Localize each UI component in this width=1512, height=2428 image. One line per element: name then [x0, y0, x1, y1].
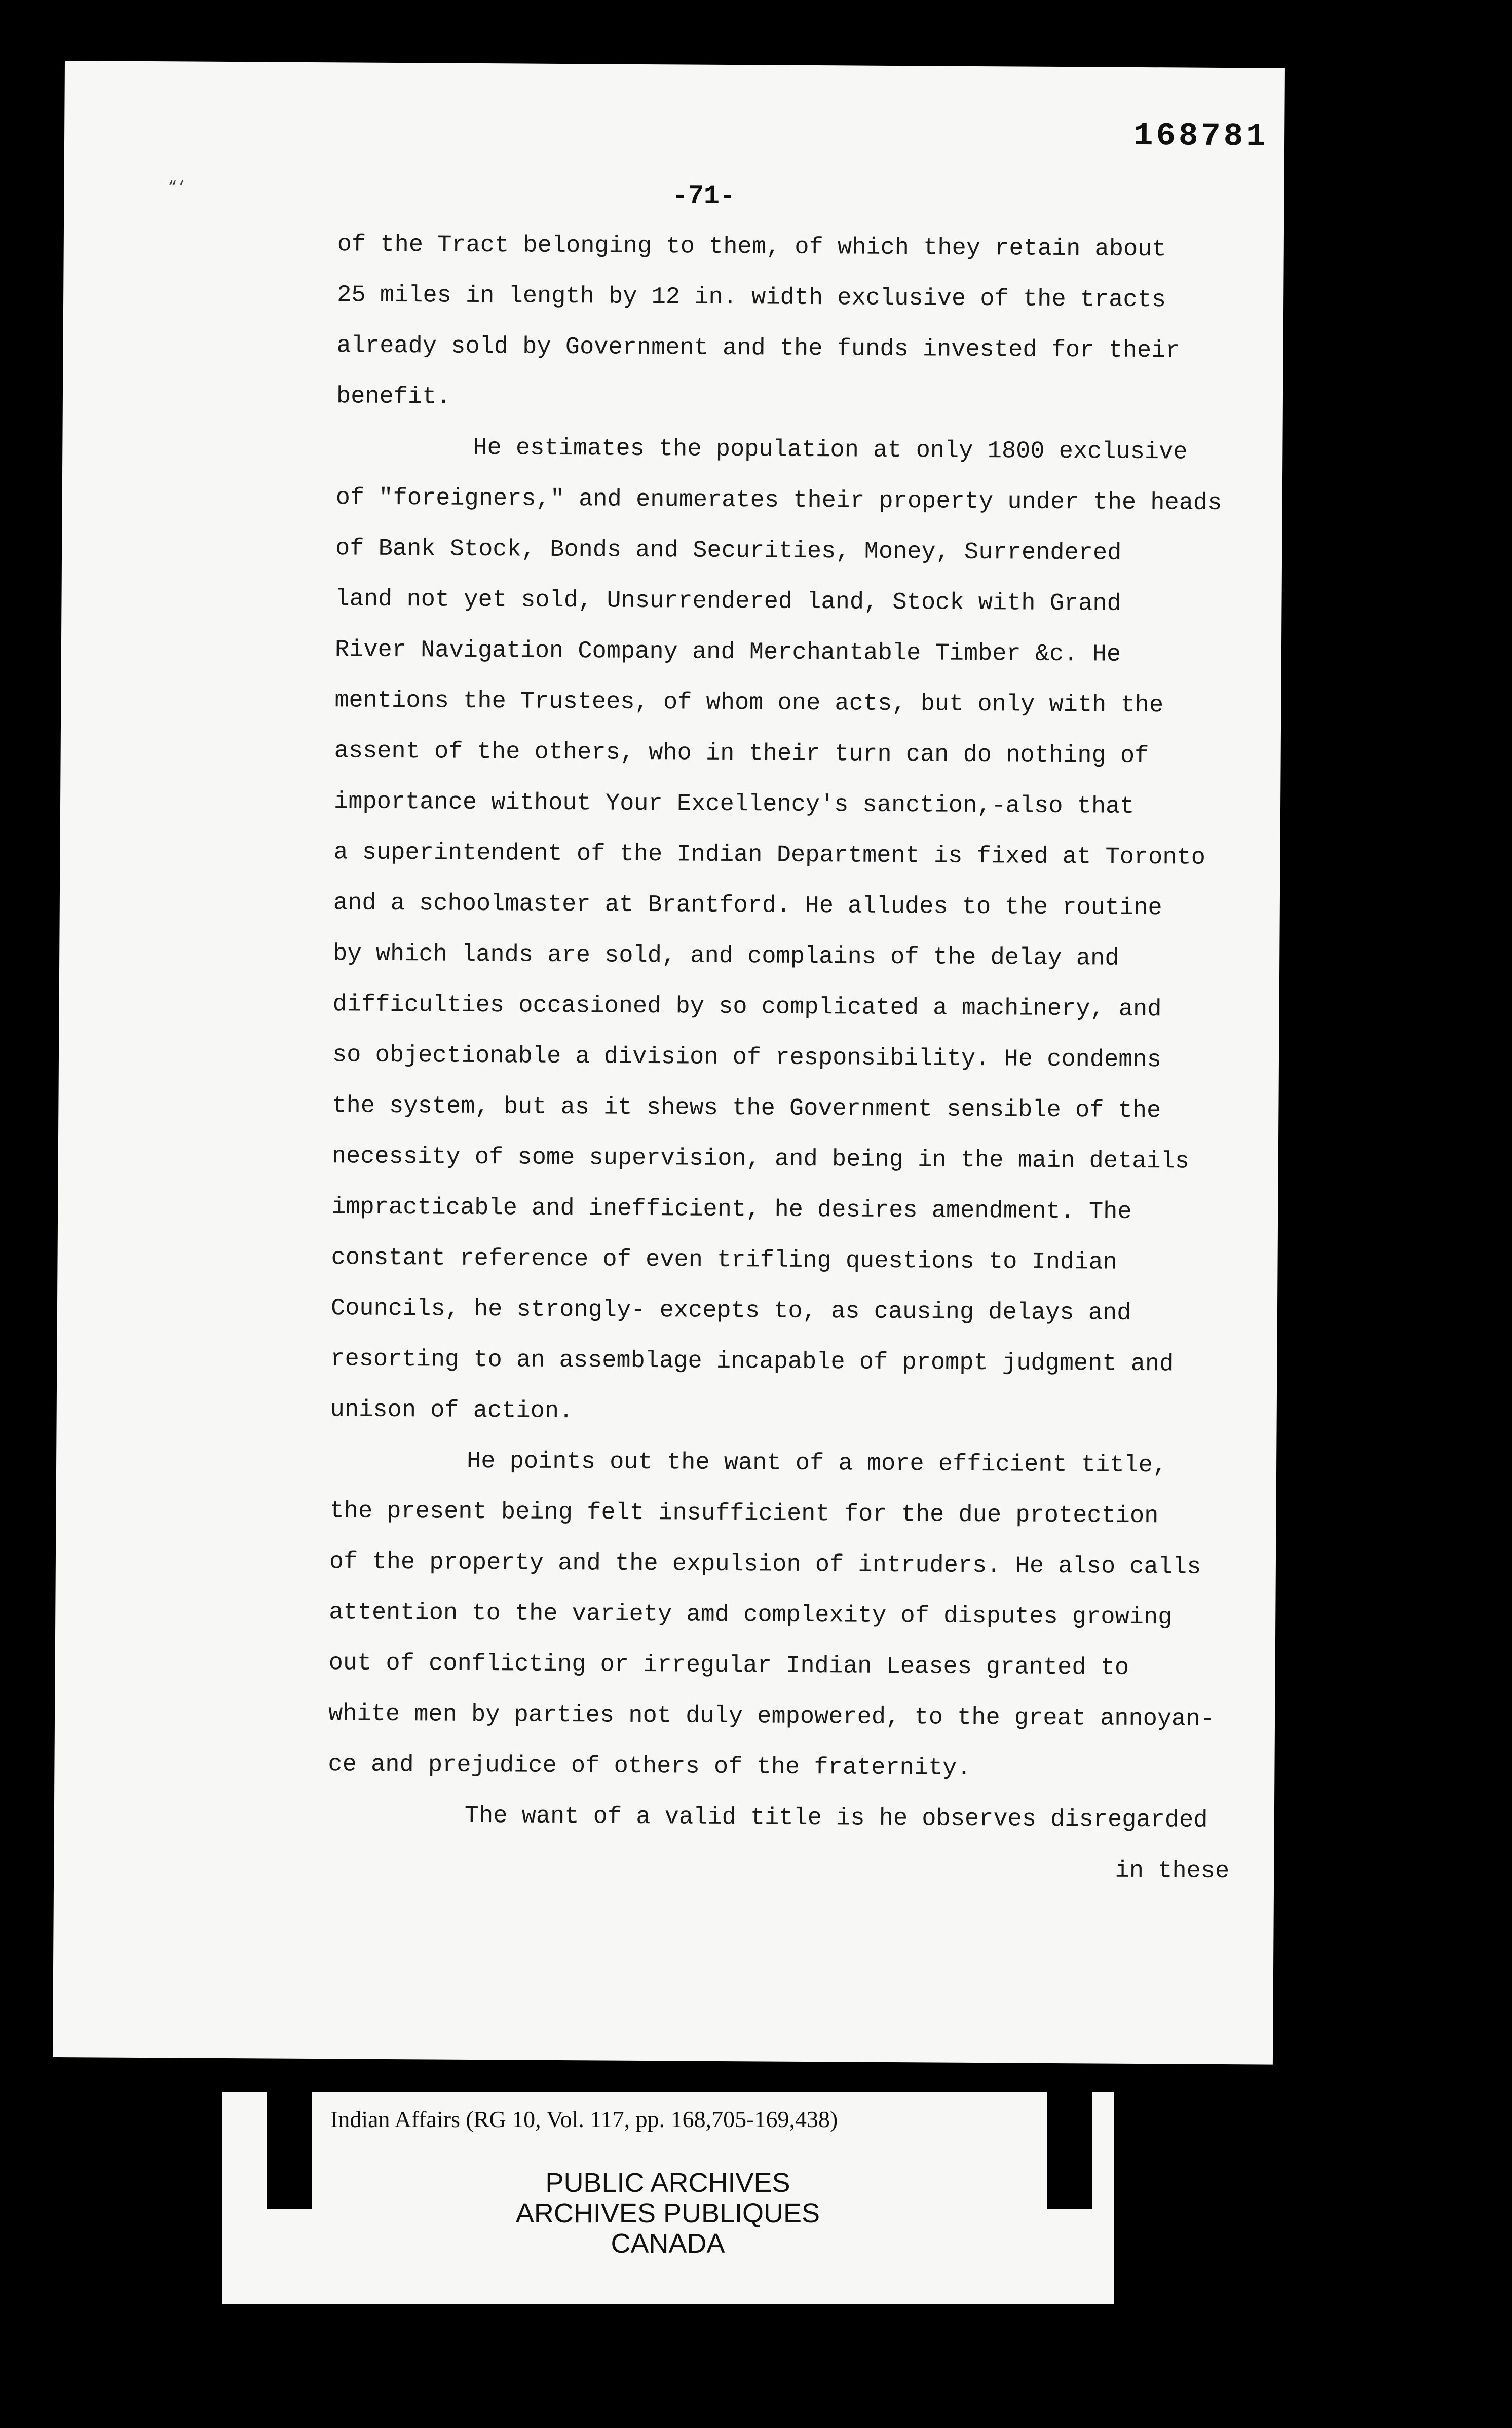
text-line: the system, but as it shews the Government sensible of the — [332, 1092, 1161, 1125]
archive-citation: Indian Affairs (RG 10, Vol. 117, pp. 168,705-169,438) — [330, 2106, 838, 2132]
document-page — [53, 61, 1285, 2065]
text-line: River Navigation Company and Merchantable Timber &c. He — [334, 636, 1121, 668]
paragraph — [336, 219, 1331, 428]
text-line: Councils, he strongly- excepts to, as causing delays and — [330, 1295, 1131, 1327]
text-line: of the Tract belonging to them, of which they retain about — [337, 231, 1166, 263]
text-line: He estimates the population at only 1800 exclusive — [473, 434, 1188, 466]
corner-mark: “‘ — [168, 179, 186, 197]
text-line: ce and prejudice of others of the fraternity. — [328, 1751, 971, 1782]
text-line: benefit. — [336, 383, 451, 411]
paragraph — [328, 1435, 1323, 1796]
text-line: attention to the variety amd complexity of disputes growing — [329, 1599, 1173, 1632]
text-line: importance without Your Excellency's sanction,-also that — [333, 788, 1135, 820]
text-line: assent of the others, who in their turn can do nothing of — [334, 738, 1149, 770]
body-text — [327, 219, 1331, 1898]
archive-label — [222, 2092, 1114, 2304]
text-line: mentions the Trustees, of whom one acts, but only with the — [334, 687, 1164, 719]
text-line: 25 miles in length by 12 in. width exclusive of the tracts — [337, 282, 1166, 314]
document-number: 168781 — [1133, 118, 1269, 156]
text-line: by which lands are sold, and complains of the delay and — [333, 940, 1119, 972]
text-line: The want of a valid title is he observes disregarded — [464, 1802, 1208, 1834]
text-line: resorting to an assemblage incapable of prompt judgment and — [330, 1346, 1174, 1378]
text-line: and a schoolmaster at Brantford. He alludes to the routine — [333, 890, 1162, 922]
text-line: of "foreigners," and enumerates their property under the heads — [335, 484, 1222, 517]
archive-name-en: PUBLIC ARCHIVES — [545, 2168, 790, 2198]
text-line: so objectionable a division of responsibility. He condemns — [332, 1042, 1162, 1074]
archive-name — [222, 2168, 1114, 2259]
text-line: difficulties occasioned by so complicated a machinery, and — [332, 991, 1162, 1023]
text-line: a superintendent of the Indian Department is fixed at Toronto — [333, 839, 1206, 871]
catchword: in these — [1115, 1857, 1230, 1885]
archive-country: CANADA — [611, 2228, 725, 2259]
page-number: -71- — [672, 181, 736, 212]
text-line: unison of action. — [330, 1396, 574, 1425]
text-line: land not yet sold, Unsurrendered land, Stock with Grand — [335, 586, 1121, 618]
paragraph — [330, 422, 1329, 1441]
text-line: white men by parties not duly empowered, to the great annoyan- — [328, 1700, 1215, 1733]
paragraph — [328, 1790, 1321, 1847]
text-line: already sold by Government and the funds invested for their — [336, 332, 1180, 365]
text-line: of Bank Stock, Bonds and Securities, Money, Surrendered — [335, 535, 1122, 567]
text-line: He points out the want of a more efficient title, — [466, 1448, 1167, 1479]
text-line: of the property and the expulsion of intruders. He also calls — [329, 1548, 1201, 1581]
text-line: out of conflicting or irregular Indian Leases granted to — [328, 1650, 1129, 1682]
text-line: impracticable and inefficient, he desires amendment. The — [331, 1194, 1132, 1226]
text-line: constant reference of even trifling questions to Indian — [331, 1244, 1117, 1276]
text-line: necessity of some supervision, and being in the main details — [331, 1143, 1190, 1175]
archive-name-fr: ARCHIVES PUBLIQUES — [515, 2198, 820, 2228]
text-line: the present being felt insufficient for the due protection — [329, 1498, 1159, 1530]
